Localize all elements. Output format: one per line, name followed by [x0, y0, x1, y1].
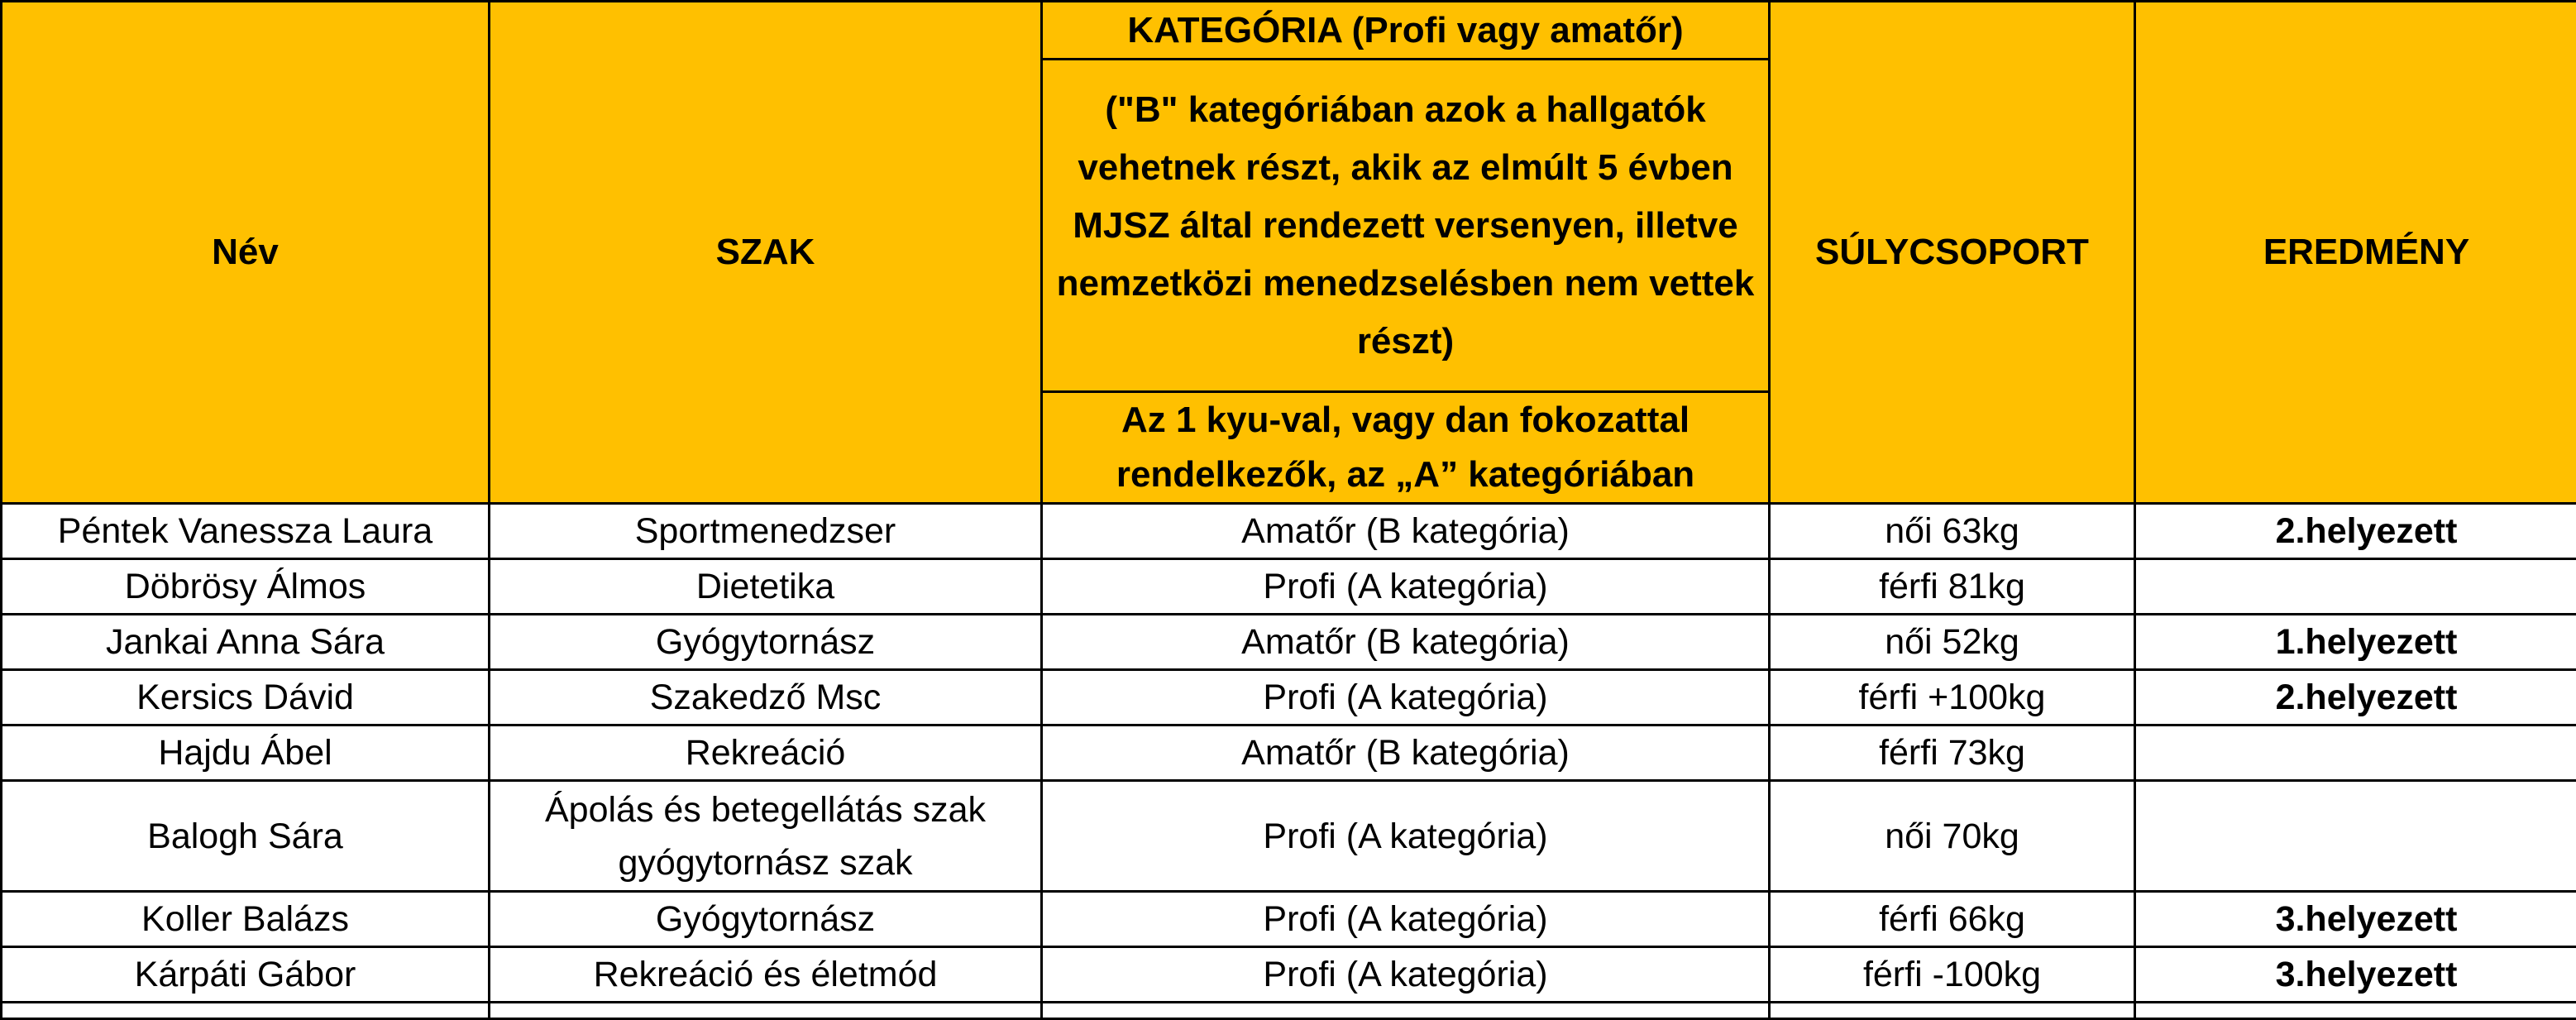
- cell-nev[interactable]: Hajdu Ábel: [2, 725, 490, 781]
- cell-szak[interactable]: Rekreáció és életmód: [490, 947, 1042, 1003]
- cell-szak[interactable]: Sportmenedzser: [490, 504, 1042, 559]
- cell-kategoria[interactable]: Amatőr (B kategória): [1042, 725, 1770, 781]
- table-row: [2, 504, 2576, 559]
- cell-nev[interactable]: Döbrösy Álmos: [2, 559, 490, 615]
- table-row-partial: [2, 1003, 2576, 1019]
- cell-sulycsoport[interactable]: férfi -100kg: [1770, 947, 2135, 1003]
- header-szak[interactable]: SZAK: [490, 2, 1042, 504]
- header-kategoria-title[interactable]: KATEGÓRIA (Profi vagy amatőr): [1042, 2, 1770, 60]
- cell-empty[interactable]: [2, 1003, 490, 1019]
- cell-sulycsoport[interactable]: női 63kg: [1770, 504, 2135, 559]
- cell-eredmeny[interactable]: [2135, 725, 2576, 781]
- table-row: [2, 559, 2576, 615]
- cell-eredmeny[interactable]: [2135, 559, 2576, 615]
- cell-empty[interactable]: [2135, 1003, 2576, 1019]
- cell-szak[interactable]: Gyógytornász: [490, 615, 1042, 670]
- cell-kategoria[interactable]: Profi (A kategória): [1042, 781, 1770, 892]
- cell-nev[interactable]: Balogh Sára: [2, 781, 490, 892]
- cell-sulycsoport[interactable]: női 52kg: [1770, 615, 2135, 670]
- cell-kategoria[interactable]: Profi (A kategória): [1042, 670, 1770, 725]
- cell-szak[interactable]: Dietetika: [490, 559, 1042, 615]
- cell-empty[interactable]: [490, 1003, 1042, 1019]
- cell-nev[interactable]: Kersics Dávid: [2, 670, 490, 725]
- table-row: [2, 725, 2576, 781]
- cell-eredmeny[interactable]: 3.helyezett: [2135, 947, 2576, 1003]
- table-row: [2, 892, 2576, 947]
- cell-kategoria[interactable]: Profi (A kategória): [1042, 947, 1770, 1003]
- cell-empty[interactable]: [1770, 1003, 2135, 1019]
- cell-eredmeny[interactable]: 2.helyezett: [2135, 670, 2576, 725]
- table-row: [2, 947, 2576, 1003]
- table-body: [2, 504, 2576, 1019]
- cell-kategoria[interactable]: Amatőr (B kategória): [1042, 504, 1770, 559]
- cell-sulycsoport[interactable]: férfi 73kg: [1770, 725, 2135, 781]
- cell-nev[interactable]: Kárpáti Gábor: [2, 947, 490, 1003]
- header-nev[interactable]: Név: [2, 2, 490, 504]
- cell-sulycsoport[interactable]: női 70kg: [1770, 781, 2135, 892]
- header-sulycsoport[interactable]: SÚLYCSOPORT: [1770, 2, 2135, 504]
- cell-nev[interactable]: Koller Balázs: [2, 892, 490, 947]
- cell-kategoria[interactable]: Amatőr (B kategória): [1042, 615, 1770, 670]
- table-row: [2, 781, 2576, 892]
- cell-kategoria[interactable]: Profi (A kategória): [1042, 892, 1770, 947]
- cell-sulycsoport[interactable]: férfi +100kg: [1770, 670, 2135, 725]
- header-eredmeny[interactable]: EREDMÉNY: [2135, 2, 2576, 504]
- header-kategoria-a-note[interactable]: Az 1 kyu-val, vagy dan fokozattal rendelkezők, az „A” kategóriában: [1042, 392, 1770, 504]
- cell-sulycsoport[interactable]: férfi 81kg: [1770, 559, 2135, 615]
- cell-nev[interactable]: Péntek Vanessza Laura: [2, 504, 490, 559]
- cell-szak[interactable]: Ápolás és betegellátás szak gyógytornász szak: [490, 781, 1042, 892]
- table-header: [2, 2, 2576, 504]
- cell-eredmeny[interactable]: 1.helyezett: [2135, 615, 2576, 670]
- header-kategoria-b-note[interactable]: ("B" kategóriában azok a hallgatók vehetnek részt, akik az elmúlt 5 évben MJSZ által rendezett versenyen, illetve nemzetközi menedzselésben nem vettek részt): [1042, 60, 1770, 392]
- table-row: [2, 615, 2576, 670]
- cell-szak[interactable]: Gyógytornász: [490, 892, 1042, 947]
- cell-szak[interactable]: Rekreáció: [490, 725, 1042, 781]
- cell-eredmeny[interactable]: 3.helyezett: [2135, 892, 2576, 947]
- cell-eredmeny[interactable]: 2.helyezett: [2135, 504, 2576, 559]
- cell-eredmeny[interactable]: [2135, 781, 2576, 892]
- cell-szak[interactable]: Szakedző Msc: [490, 670, 1042, 725]
- cell-nev[interactable]: Jankai Anna Sára: [2, 615, 490, 670]
- cell-empty[interactable]: [1042, 1003, 1770, 1019]
- cell-sulycsoport[interactable]: férfi 66kg: [1770, 892, 2135, 947]
- cell-kategoria[interactable]: Profi (A kategória): [1042, 559, 1770, 615]
- table-row: [2, 670, 2576, 725]
